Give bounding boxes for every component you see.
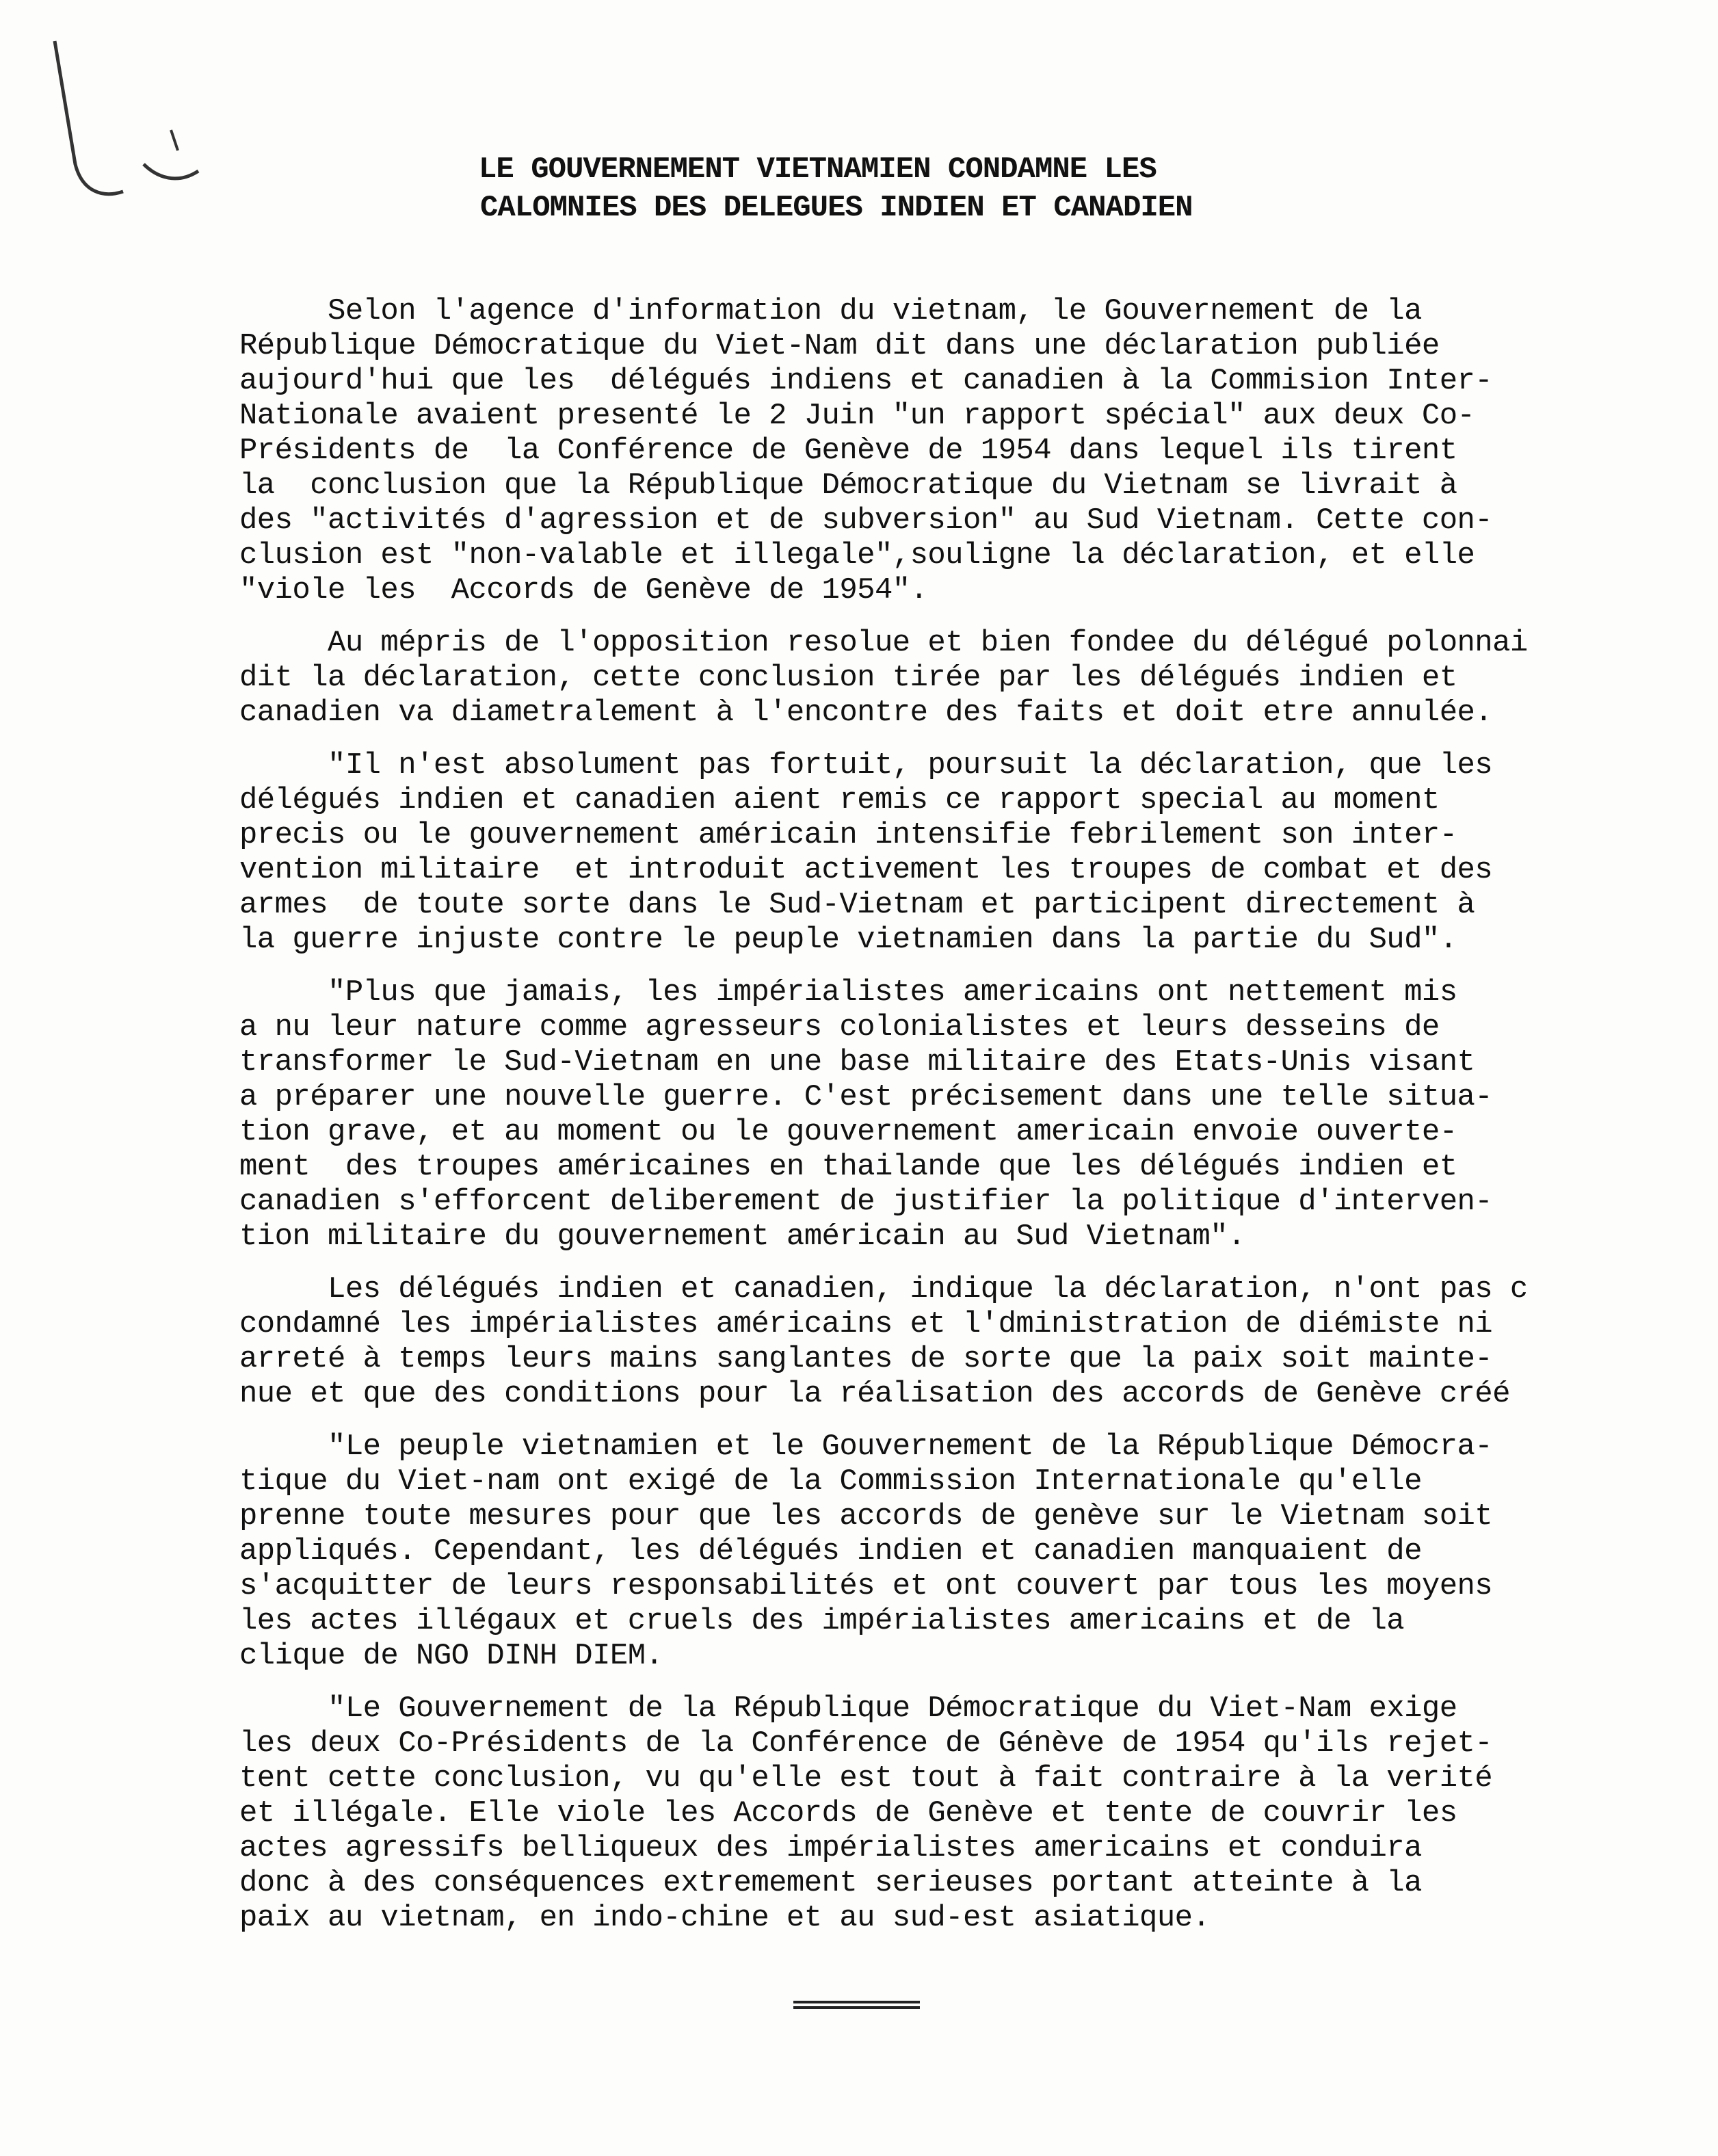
text-line: appliqués. Cependant, les délégués indien et canadien manquaient de — [239, 1534, 1422, 1568]
text-line: "Plus que jamais, les impérialistes americains ont nettement mis — [239, 975, 1457, 1010]
text-line: a nu leur nature comme agresseurs colonialistes et leurs desseins de — [239, 1010, 1440, 1044]
text-line: clique de NGO DINH DIEM. — [239, 1639, 663, 1673]
paragraph-7 — [239, 1692, 1676, 1936]
text-line: tion grave, et au moment ou le gouvernement americain envoie ouverte- — [239, 1115, 1457, 1149]
text-line: canadien s'efforcent deliberement de justifier la politique d'interven- — [239, 1185, 1493, 1219]
text-line: Au mépris de l'opposition resolue et bien fondee du délégué polonnai — [239, 626, 1528, 660]
text-line: et illégale. Elle viole les Accords de Genève et tente de couvrir les — [239, 1796, 1457, 1830]
text-line: armes de toute sorte dans le Sud-Vietnam et participent directement à — [239, 888, 1475, 922]
text-line: dit la déclaration, cette conclusion tirée par les délégués indien et — [239, 661, 1457, 695]
text-line: tion militaire du gouvernement américain au Sud Vietnam". — [239, 1220, 1245, 1254]
text-line: Selon l'agence d'information du vietnam, le Gouvernement de la — [239, 294, 1422, 328]
text-line: la guerre injuste contre le peuple vietnamien dans la partie du Sud". — [239, 923, 1457, 957]
text-line: Nationale avaient presenté le 2 Juin "un rapport spécial" aux deux Co- — [239, 399, 1475, 433]
text-line: tique du Viet-nam ont exigé de la Commission Internationale qu'elle — [239, 1464, 1422, 1499]
text-line: condamné les impérialistes américains et l'dministration de diémiste ni — [239, 1307, 1493, 1341]
text-line: s'acquitter de leurs responsabilités et ont couvert par tous les moyens — [239, 1569, 1493, 1603]
paragraph-1 — [239, 294, 1676, 608]
text-line: actes agressifs belliqueux des impérialistes americains et conduira — [239, 1831, 1422, 1865]
text-line: canadien va diametralement à l'encontre des faits et doit etre annulée. — [239, 696, 1493, 730]
text-line: "Le Gouvernement de la République Démocratique du Viet-Nam exige — [239, 1692, 1457, 1726]
text-line: "viole les Accords de Genève de 1954". — [239, 573, 928, 607]
text-line: transformer le Sud-Vietnam en une base militaire des Etats-Unis visant — [239, 1045, 1475, 1079]
text-line: Les délégués indien et canadien, indique la déclaration, n'ont pas c — [239, 1272, 1528, 1306]
text-line: paix au vietnam, en indo-chine et au sud-est asiatique. — [239, 1901, 1211, 1935]
text-line: Présidents de la Conférence de Genève de 1954 dans lequel ils tirent — [239, 434, 1457, 468]
text-line: donc à des conséquences extremement serieuses portant atteinte à la — [239, 1866, 1422, 1900]
handwritten-mark — [41, 27, 219, 219]
end-rule — [793, 2001, 920, 2009]
text-line: des "activités d'agression et de subversion" au Sud Vietnam. Cette con- — [239, 503, 1493, 538]
paragraph-3 — [239, 748, 1676, 958]
paragraph-6 — [239, 1430, 1676, 1674]
text-line: clusion est "non-valable et illegale",souligne la déclaration, et elle — [239, 538, 1475, 573]
paragraph-5 — [239, 1272, 1676, 1412]
title-line-1: LE GOUVERNEMENT VIETNAMIEN CONDAMNE LES — [479, 153, 1157, 187]
text-line: tent cette conclusion, vu qu'elle est tout à fait contraire à la verité — [239, 1761, 1493, 1796]
paragraph-2 — [239, 626, 1676, 731]
text-line: a préparer une nouvelle guerre. C'est précisement dans une telle situa- — [239, 1080, 1493, 1114]
text-line: République Démocratique du Viet-Nam dit dans une déclaration publiée — [239, 329, 1440, 363]
title-line-2: CALOMNIES DES DELEGUES INDIEN ET CANADIEN — [480, 191, 1193, 225]
text-line: vention militaire et introduit activement les troupes de combat et des — [239, 853, 1493, 887]
text-line: "Il n'est absolument pas fortuit, poursuit la déclaration, que les — [239, 748, 1493, 783]
text-line: les deux Co-Présidents de la Conférence de Génève de 1954 qu'ils rejet- — [239, 1726, 1493, 1761]
document-body — [239, 294, 1676, 1954]
text-line: la conclusion que la République Démocratique du Vietnam se livrait à — [239, 469, 1457, 503]
text-line: precis ou le gouvernement américain intensifie febrilement son inter- — [239, 818, 1457, 852]
text-line: ment des troupes américaines en thailande que les délégués indien et — [239, 1150, 1457, 1184]
text-line: délégués indien et canadien aient remis ce rapport special au moment — [239, 783, 1440, 817]
document-title — [479, 150, 1368, 227]
text-line: aujourd'hui que les délégués indiens et canadien à la Commision Inter- — [239, 364, 1493, 398]
paragraph-4 — [239, 975, 1676, 1254]
text-line: les actes illégaux et cruels des impérialistes americains et de la — [239, 1604, 1405, 1638]
text-line: prenne toute mesures pour que les accords de genève sur le Vietnam soit — [239, 1499, 1493, 1534]
text-line: "Le peuple vietnamien et le Gouvernement de la République Démocra- — [239, 1430, 1493, 1464]
text-line: nue et que des conditions pour la réalisation des accords de Genève créé — [239, 1377, 1510, 1411]
text-line: arreté à temps leurs mains sanglantes de sorte que la paix soit mainte- — [239, 1342, 1493, 1376]
